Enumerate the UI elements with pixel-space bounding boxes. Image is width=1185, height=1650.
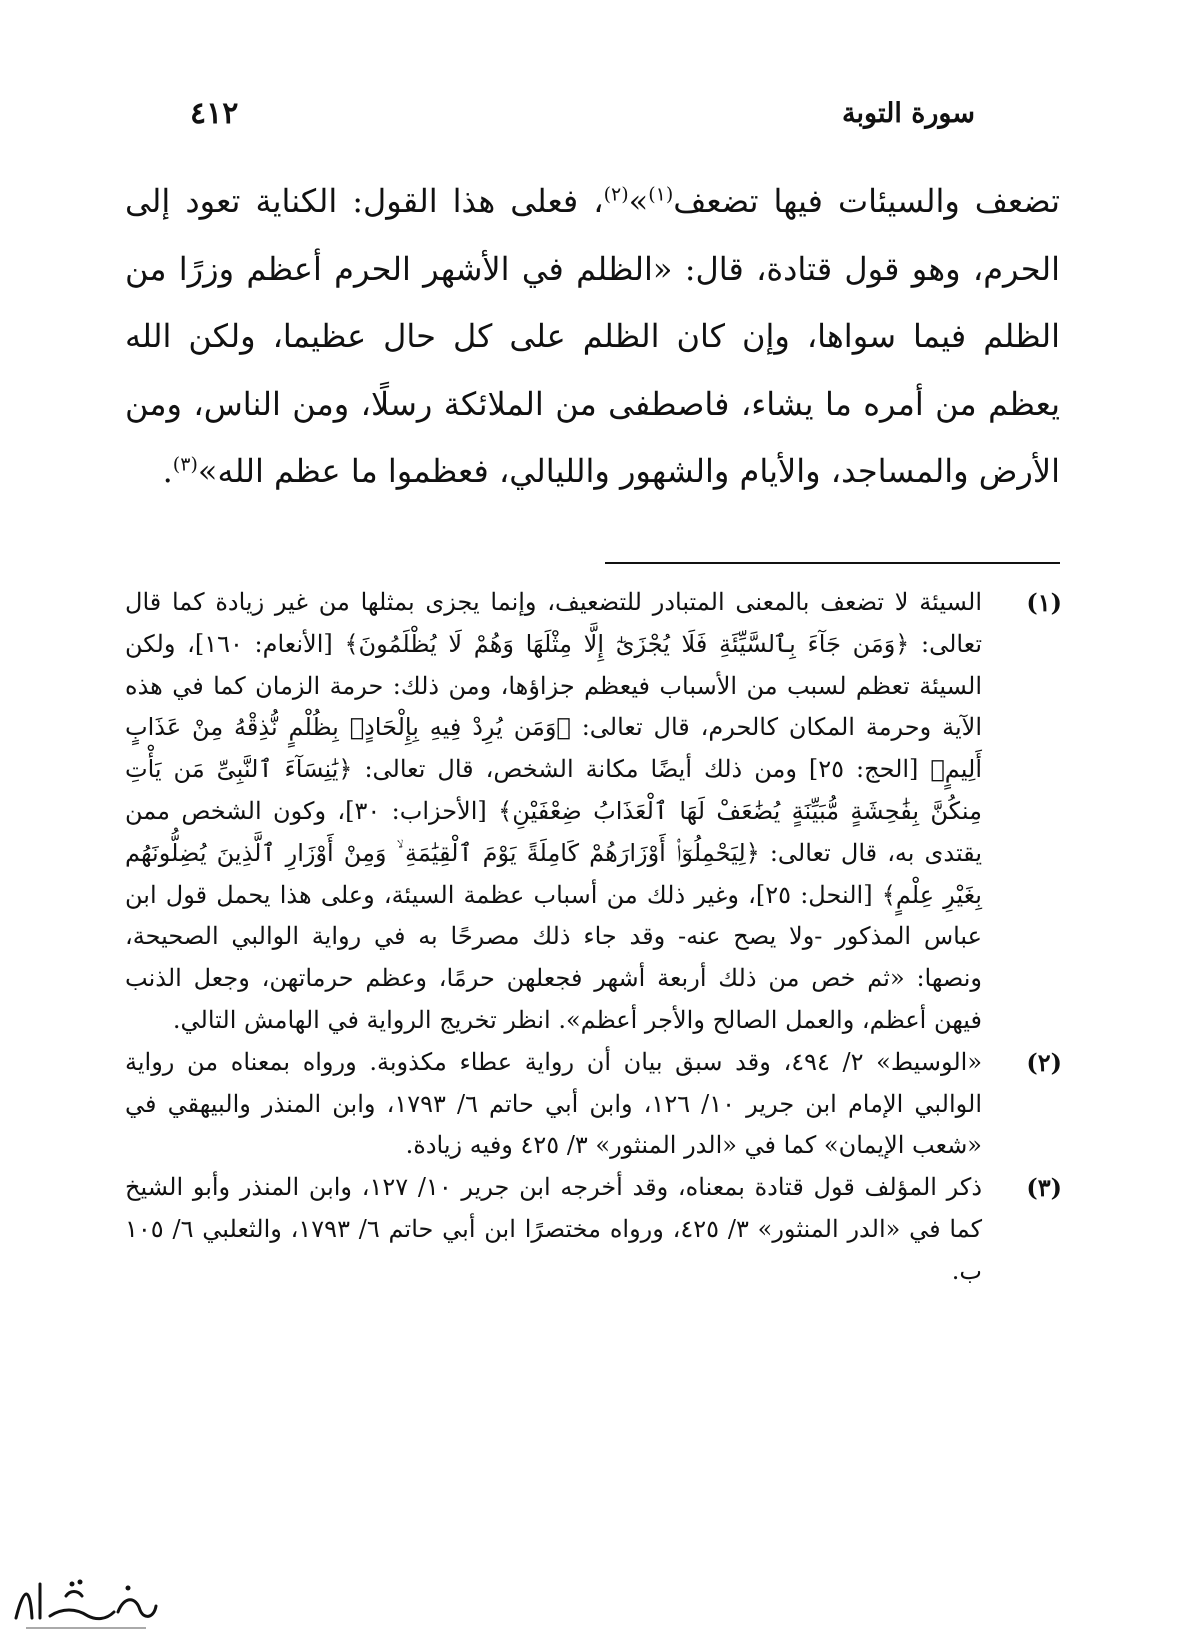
footnote-1-text-d: [الأحزاب: ٣٠]، وكون الشخص ممن يقتدى به، قال تعالى:: [125, 796, 983, 867]
footnote-ref-3[interactable]: (٣): [172, 453, 198, 476]
footnote-2: [125, 1042, 1062, 1167]
publisher-logo-icon: [6, 1566, 166, 1636]
footnote-3: [125, 1167, 1062, 1292]
footnote-ref-1[interactable]: (١): [648, 183, 674, 206]
footnotes: [125, 582, 1062, 1293]
surah-title: سورة التوبة: [842, 97, 975, 129]
calligraphy-logo-icon: [6, 1566, 166, 1636]
main-text: [125, 168, 1060, 506]
quran-verse-1: ﴿وَمَن جَآءَ بِٱلسَّيِّئَةِ فَلَا يُجْزَىٰٓ إِلَّا مِثْلَهَا وَهُمْ لَا يُظْلَمُونَ﴾: [344, 629, 910, 658]
main-text-part4: .: [162, 452, 173, 490]
quran-verse-3: ﴿يَٰنِسَآءَ ٱلنَّبِىِّ مَن يَأْتِ مِنكُنَّ بِفَٰحِشَةٍ مُّبَيِّنَةٍ يُضَٰعَفْ لَهَا ٱلْعَذَابُ ضِعْفَيْنِ﴾: [125, 755, 982, 825]
main-text-part1: تضعف والسيئات فيها تضعف: [673, 182, 1061, 220]
footnote-3-number: (٣): [1026, 1173, 1062, 1203]
footnote-1-text-a: السيئة لا تضعف بالمعنى المتبادر للتضعيف، وإنما يجزى بمثلها من غير زيادة كما قال تعالى:: [125, 588, 982, 658]
footnote-2-number: (٢): [1026, 1047, 1062, 1077]
footnote-1-text-e: [النحل: ٢٥]، وغير ذلك من أسباب عظمة السيئة، وعلى هذا يحمل قول ابن عباس المذكور -ولا يصح عنه- وقد جاء ذلك مصرحًا به في رواية الوالبي الصحيحة، ونصها: «ثم خص من ذلك أربعة أشهر فجعلهن حرمًا، وعظم حرماتهن، وجعل الذنب فيهن أعظم، والعمل الصالح والأجر أعظم». انظر تخريج الرواية في الهامش التالي.: [125, 880, 982, 1034]
main-paragraph: [125, 168, 1060, 506]
main-text-part2: »: [628, 182, 649, 220]
footnote-ref-2[interactable]: (٢): [603, 183, 629, 206]
page-header: [190, 88, 975, 138]
footnote-2-text: «الوسيط» ٢/ ٤٩٤، وقد سبق بيان أن رواية عطاء مكذوبة. ورواه بمعناه من رواية الوالبي الإمام ابن جرير ١٠/ ١٢٦، وابن أبي حاتم ٦/ ١٧٩٣، وابن المنذر والبيهقي في «شعب الإيمان» كما في «الدر المنثور» ٣/ ٤٢٥ وفيه زيادة.: [125, 1047, 983, 1160]
footnote-3-text: ذكر المؤلف قول قتادة بمعناه، وقد أخرجه ابن جرير ١٠/ ١٢٧، وابن المنذر وأبو الشيخ كما في «الدر المنثور» ٣/ ٤٢٥، ورواه مختصرًا ابن أبي حاتم ٦/ ١٧٩٣، والثعلبي ٦/ ١٠٥ ب.: [125, 1173, 983, 1285]
footnote-1-text-c: [الحج: ٢٥] ومن ذلك أيضًا مكانة الشخص، قال تعالى:: [352, 755, 931, 784]
quran-verse-4: ﴿لِيَحْمِلُوٓا۟ أَوْزَارَهُمْ كَامِلَةً يَوْمَ ٱلْقِيَٰمَةِ ۙ وَمِنْ أَوْزَارِ ٱلَّذِينَ يُضِلُّونَهُم بِغَيْرِ عِلْمٍ﴾: [125, 838, 982, 909]
footnote-separator: [605, 562, 1060, 564]
footnote-1-text-b: [الأنعام: ١٦٠]، ولكن السيئة تعظم لسبب من الأسباب فيعظم جزاؤها، ومن ذلك: حرمة الزمان كما في هذه الآية وحرمة المكان كالحرم، قال تعالى:: [125, 629, 982, 742]
footnote-1-number: (١): [1026, 588, 1062, 617]
page-number: ٤١٢: [190, 95, 239, 131]
quran-verse-2: ﴿وَمَن يُرِدْ فِيهِ بِإِلْحَادٍۭ بِظُلْمٍ نُّذِقْهُ مِنْ عَذَابٍ أَلِيمٍ﴾: [125, 713, 982, 784]
footnote-1: [125, 582, 1062, 1042]
main-text-part3: ، فعلى هذا القول: الكناية تعود إلى الحرم، وهو قول قتادة، قال: «الظلم في الأشهر الحرم أعظم وزرًا من الظلم فيما سواها، وإن كان الظلم على كل حال عظيما، ولكن الله يعظم من أمره ما يشاء، فاصطفى من الملائكة رسلًا، ومن الناس، ومن الأرض والمساجد، والأيام والشهور والليالي، فعظموا ما عظم الله»: [125, 182, 1061, 490]
